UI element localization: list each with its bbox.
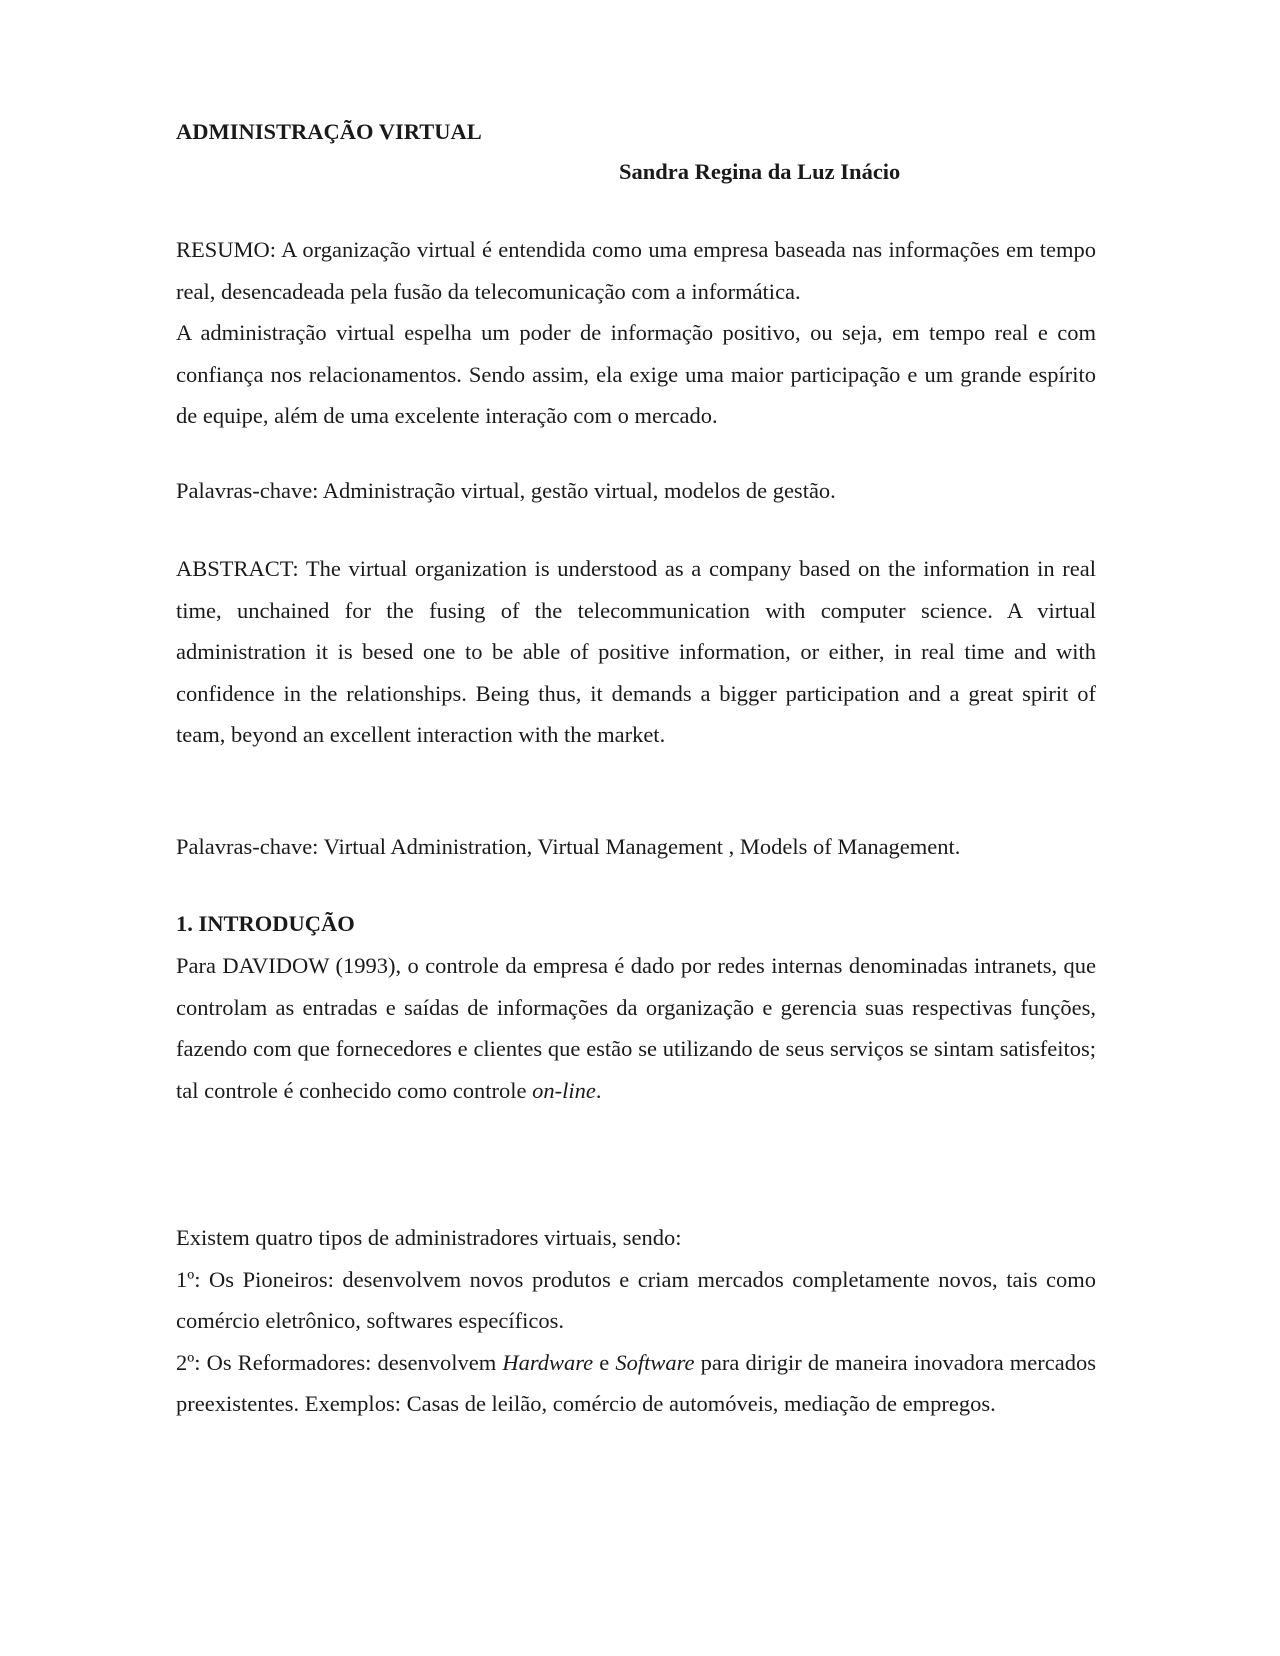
resumo-paragraph-1: RESUMO: A organização virtual é entendida como uma empresa baseada nas informações em tempo real, desencadeada pela fusão da telecomunicação com a informática. (176, 237, 1096, 304)
section-heading-introduction: 1. INTRODUÇÃO (176, 911, 355, 936)
resumo-paragraph-2: A administração virtual espelha um poder de informação positivo, ou seja, em tempo real e com confiança nos relacionamentos. Sendo assim, ela exige uma maior participação e um grande espírito de equipe, além de uma excelente interação com o mercado. (176, 320, 1096, 428)
introduction-text-end: . (595, 1077, 602, 1103)
admin-type-item-2-a: 2º: Os Reformadores: desenvolvem (176, 1349, 503, 1375)
keywords-portuguese: Palavras-chave: Administração virtual, gestão virtual, modelos de gestão. (176, 478, 836, 503)
resumo-section (176, 229, 1096, 437)
abstract-paragraph: ABSTRACT: The virtual organization is understood as a company based on the information in real time, unchained for the fusing of the telecommunication with computer science. A virtual administration it is besed one to be able of positive information, or either, in real time and with confidence in the relationships. Being thus, it demands a bigger participation and a great spirit of team, beyond an excellent interaction with the market. (176, 556, 1096, 747)
keywords-english: Palavras-chave: Virtual Administration, Virtual Management , Models of Management. (176, 834, 961, 859)
admin-type-item-2-c: para dirigir de maneira inovadora mercados preexistentes. Exemplos: Casas de leilão, comércio de automóveis, mediação de empregos. (176, 1349, 1096, 1416)
document-title: ADMINISTRAÇÃO VIRTUAL (176, 119, 482, 144)
admin-type-item-1: 1º: Os Pioneiros: desenvolvem novos produtos e criam mercados completamente novos, tais como comércio eletrônico, softwares específicos. (176, 1266, 1096, 1333)
introduction-text-main: Para DAVIDOW (1993), o controle da empresa é dado por redes internas denominadas intranets, que controlam as entradas e saídas de informações da organização e gerencia suas respectivas funções, fazendo com que fornecedores e clientes que estão se utilizando de seus serviços se sintam satisfeitos; tal controle é conhecido como controle (176, 953, 1096, 1103)
admin-type-item-2-hardware: Hardware (502, 1349, 594, 1375)
admin-types-intro: Existem quatro tipos de administradores virtuais, sendo: (176, 1225, 682, 1250)
admin-types-section (176, 1217, 1096, 1425)
admin-type-item-2-b: e (593, 1349, 616, 1375)
admin-type-item-2-software: Software (615, 1349, 695, 1375)
introduction-text (176, 945, 1096, 1111)
introduction-paragraph (176, 945, 1096, 1111)
admin-type-item-2 (176, 1342, 1096, 1425)
author-name: Sandra Regina da Luz Inácio (619, 159, 901, 184)
introduction-text-italic: on-line (532, 1077, 596, 1103)
